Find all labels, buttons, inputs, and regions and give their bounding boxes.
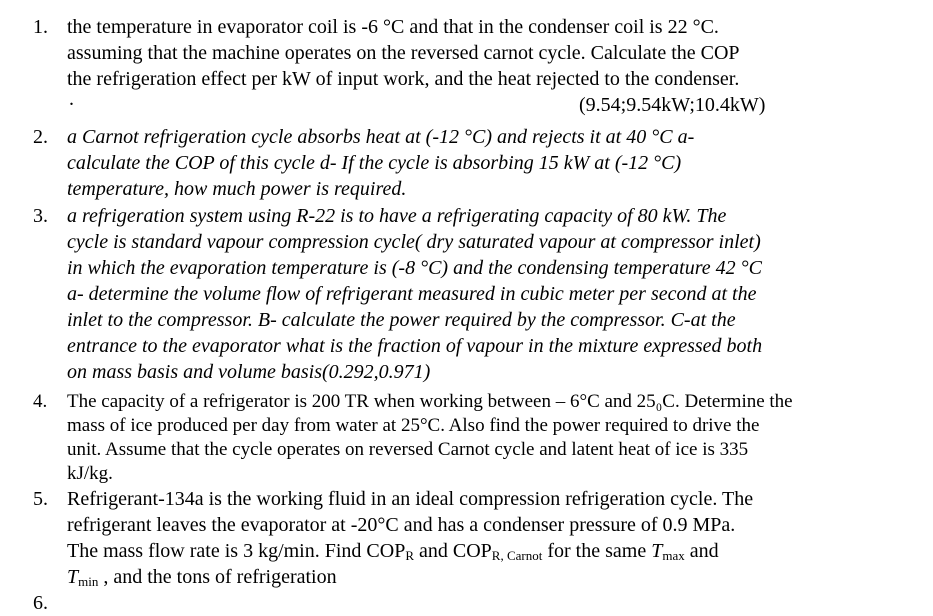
subscript: R	[405, 548, 414, 563]
problem-number: 6.	[33, 592, 48, 614]
text-line: in which the evaporation temperature is (-8 °C) and the condensing temperature 42 °C	[67, 257, 762, 279]
text-line: a Carnot refrigeration cycle absorbs heat at (-12 °C) and rejects it at 40 °C a-	[67, 126, 695, 148]
text-line: temperature, how much power is required.	[67, 178, 407, 200]
text-line: inlet to the compressor. B- calculate the power required by the compressor. C-at the	[67, 309, 736, 331]
text-segment: and COP	[414, 540, 492, 562]
text-line: a- determine the volume flow of refrigerant measured in cubic meter per second at the	[67, 283, 757, 305]
text-line: on mass basis and volume basis(0.292,0.971)	[67, 361, 431, 383]
text-segment: and	[684, 540, 719, 562]
problem-text	[67, 486, 869, 590]
text-line: entrance to the evaporator what is the fraction of vapour in the mixture expressed both	[67, 335, 763, 357]
text-line	[67, 564, 869, 590]
problem-text	[67, 124, 869, 202]
subscript: max	[662, 548, 685, 563]
problem-number: 5.	[33, 488, 48, 510]
problem-number: 1.	[33, 16, 48, 38]
problem-text	[67, 390, 869, 486]
subscript: min	[78, 574, 99, 589]
text-segment: The mass flow rate is 3 kg/min. Find COP	[67, 540, 406, 562]
text-line: a refrigeration system using R-22 is to have a refrigerating capacity of 80 kW. The	[67, 205, 727, 227]
text-line: the refrigeration effect per kW of input work, and the heat rejected to the condenser.	[67, 68, 740, 90]
problem-text	[67, 203, 869, 385]
problem-number: 2.	[33, 126, 48, 148]
temperature-symbol: T	[67, 566, 79, 588]
text-line: mass of ice produced per day from water at 25°C. Also find the power required to drive the	[67, 415, 760, 436]
text-line: cycle is standard vapour compression cycle( dry saturated vapour at compressor inlet)	[67, 231, 761, 253]
text-segment: for the same	[542, 540, 652, 562]
answer-text: (9.54;9.54kW;10.4kW)	[579, 94, 766, 116]
text-line	[67, 538, 869, 564]
subscript: R, Carnot	[491, 548, 543, 563]
text-line: calculate the COP of this cycle d- If the cycle is absorbing 15 kW at (-12 °C)	[67, 152, 682, 174]
problem-text	[67, 14, 869, 116]
text-line: kJ/kg.	[67, 463, 113, 484]
text-line: unit. Assume that the cycle operates on reversed Carnot cycle and latent heat of ice is 335	[67, 439, 749, 460]
text-line: Refrigerant-134a is the working fluid in an ideal compression refrigeration cycle. The	[67, 488, 754, 510]
text-segment: , and the tons of refrigeration	[98, 566, 337, 588]
text-line: the temperature in evaporator coil is -6 °C and that in the condenser coil is 22 °C.	[67, 16, 719, 38]
temperature-symbol: T	[651, 540, 663, 562]
problem-number: 3.	[33, 205, 48, 227]
text-line: The capacity of a refrigerator is 200 TR when working between – 6°C and 25₀C. Determine the	[67, 391, 793, 412]
text-line: assuming that the machine operates on the reversed carnot cycle. Calculate the COP	[67, 42, 740, 64]
answer-line	[67, 88, 869, 116]
text-line: refrigerant leaves the evaporator at -20°C and has a condenser pressure of 0.9 MPa.	[67, 514, 736, 536]
problem-number: 4.	[33, 391, 48, 412]
stray-dot: .	[69, 88, 74, 110]
